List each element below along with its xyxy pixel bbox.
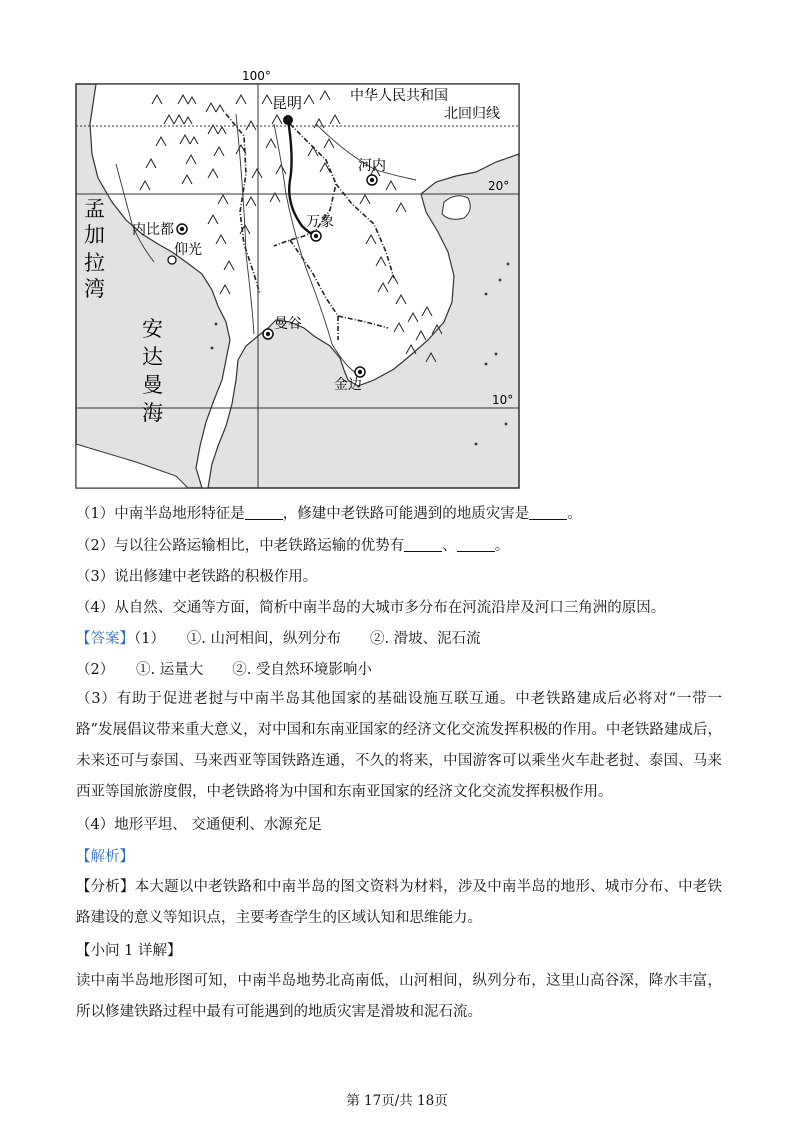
page-footer: 第 17页/共 18页 [346, 1093, 448, 1109]
answer-line-1 [76, 629, 481, 649]
answer-1: （1） ①. 山河相间，纵列分布 ②. 滑坡、泥石流 [134, 631, 481, 647]
sub1-body: 读中南半岛地形图可知，中南半岛地势北高南低，山河相间，纵列分布，这里山高谷深，降水丰富，所以修建铁路过程中最有可能遇到的地质灾害是滑坡和泥石流。 [76, 973, 722, 1020]
city-label: 万象 [306, 214, 334, 230]
svg-text:拉: 拉 [84, 251, 105, 275]
svg-text:加: 加 [84, 223, 105, 247]
q1-blank-2[interactable] [529, 505, 567, 520]
city-label: 河内 [358, 158, 386, 174]
lat20-label: 20° [488, 179, 510, 193]
svg-text:孟: 孟 [84, 197, 105, 221]
question-1 [76, 504, 582, 524]
q1-blank-1[interactable] [245, 505, 283, 520]
map-svg [76, 69, 519, 488]
answer-2: （2） ①. 运量大 ②. 受自然环境影响小 [76, 662, 372, 678]
tropic-label: 北回归线 [444, 106, 500, 122]
q2-prefix: （2）与以往公路运输相比，中老铁路运输的优势有 [76, 538, 405, 554]
svg-text:湾: 湾 [84, 277, 105, 301]
answer-3: （3）有助于促进老挝与中南半岛其他国家的基础设施互联互通。中老铁路建成后必将对“一带一路”发展倡议带来重大意义，对中国和东南亚国家的经济文化交流发挥积极的作用。中老铁路建成后，未来还可与泰国、马来西亚等国铁路连通，不久的将来，中国游客可以乘坐火车赴老挝、泰国、马来西亚等国旅游度假，中老铁路将为中国和东南亚国家的经济文化交流发挥积极作用。 [76, 691, 722, 800]
indochina-map [76, 69, 519, 488]
q1-suffix: 。 [567, 506, 582, 522]
country-label: 中华人民共和国 [350, 88, 448, 104]
answer-4: （4）地形平坦、 交通便利、水源充足 [76, 817, 322, 833]
q2-blank-2[interactable] [457, 537, 495, 552]
q1-prefix: （1）中南半岛地形特征是 [76, 506, 245, 522]
city-label: 金边 [334, 377, 362, 393]
analysis-tag: 【解析】 [76, 849, 134, 865]
city-label: 内比都 [132, 222, 174, 238]
analysis-fenxi: 【分析】本大题以中老铁路和中南半岛的图文资料为材料，涉及中南半岛的地形、城市分布、中老铁路建设的意义等知识点，主要考查学生的区域认知和思维能力。 [76, 879, 722, 926]
q1-middle: ，修建中老铁路可能遇到的地质灾害是 [282, 506, 530, 522]
city-label: 曼谷 [274, 316, 302, 332]
question-3: （3）说出修建中老铁路的积极作用。 [76, 569, 318, 585]
lat10-label: 10° [492, 393, 514, 407]
question-2 [76, 536, 509, 556]
svg-text:达: 达 [142, 345, 163, 369]
city-label: 仰光 [174, 242, 202, 258]
svg-text:海: 海 [142, 401, 163, 425]
question-4: （4）从自然、交通等方面，简析中南半岛的大城市多分布在河流沿岸及河口三角洲的原因。 [76, 600, 666, 616]
svg-text:安: 安 [142, 317, 163, 341]
sub1-title: 【小问 1 详解】 [76, 943, 182, 959]
city-label: 昆明 [272, 94, 303, 112]
q2-sep: 、 [442, 538, 457, 554]
lon-label: 100° [242, 69, 271, 83]
answer-tag: 【答案】 [76, 631, 134, 647]
q2-blank-1[interactable] [404, 537, 442, 552]
q2-suffix: 。 [494, 538, 510, 554]
svg-text:曼: 曼 [142, 373, 163, 397]
